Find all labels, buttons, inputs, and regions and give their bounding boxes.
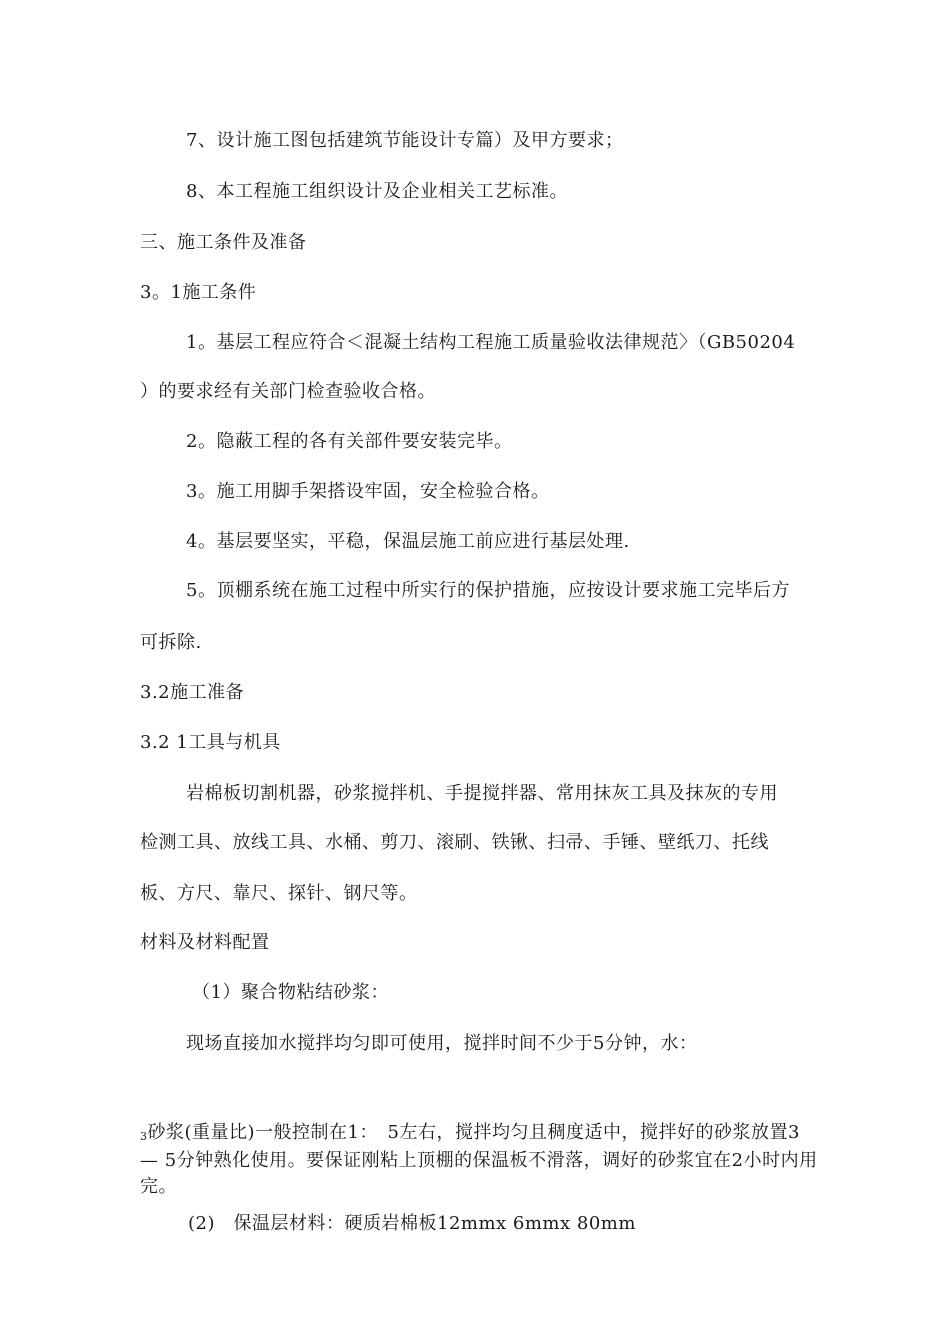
section-heading: 三、施工条件及准备 <box>140 232 307 253</box>
text-line: 1。基层工程应符合＜混凝土结构工程施工质量验收法律规范〉（GB50204 <box>186 332 796 353</box>
subsection-heading: 3。1施工条件 <box>140 282 257 303</box>
text-line: 岩棉板切割机器，砂浆搅拌机、手提搅拌器、常用抹灰工具及抹灰的专用 <box>186 783 778 804</box>
text-line: ）的要求经有关部门检查验收合格。 <box>140 381 436 402</box>
text-line: 现场直接加水搅拌均匀即可使用，搅拌时间不少于5分钟，水： <box>186 1033 698 1054</box>
paragraph-leading-digit: 3 <box>140 1130 148 1143</box>
mixing-ratio-paragraph <box>140 1120 820 1200</box>
paragraph-text: 砂浆(重量比)一般控制在1： 5左右，搅拌均匀且稠度适中，搅拌好的砂浆放置3 — 5分钟熟化使用。要保证刚粘上顶棚的保温板不滑落，调好的砂浆宜在2小时内用完。 <box>140 1122 818 1197</box>
text-line: 检测工具、放线工具、水桶、剪刀、滚刷、铁锹、扫帚、手锤、壁纸刀、托线 <box>140 832 769 853</box>
text-line: 7、设计施工图包括建筑节能设计专篇）及甲方要求； <box>186 130 624 151</box>
text-line: 3。施工用脚手架搭设牢固，安全检验合格。 <box>186 481 550 502</box>
text-line: 可拆除. <box>140 632 202 653</box>
text-line: 5。顶棚系统在施工过程中所实行的保护措施，应按设计要求施工完毕后方 <box>186 580 790 601</box>
subsection-heading: 3.2 1工具与机具 <box>140 732 281 753</box>
text-line: （1）聚合物粘结砂浆： <box>192 982 389 1003</box>
text-line: 8、本工程施工组织设计及企业相关工艺标准。 <box>186 181 568 202</box>
text-line: 2。隐蔽工程的各有关部件要安装完毕。 <box>186 431 513 452</box>
text-line: 4。基层要坚实，平稳，保温层施工前应进行基层处理. <box>186 531 630 552</box>
subsection-heading: 3.2施工准备 <box>140 682 245 703</box>
section-heading: 材料及材料配置 <box>140 932 270 953</box>
text-line: (2) 保温层材料：硬质岩棉板12mmx 6mmx 80mm <box>188 1213 636 1234</box>
text-line: 板、方尺、靠尺、探针、钢尺等。 <box>140 883 418 904</box>
